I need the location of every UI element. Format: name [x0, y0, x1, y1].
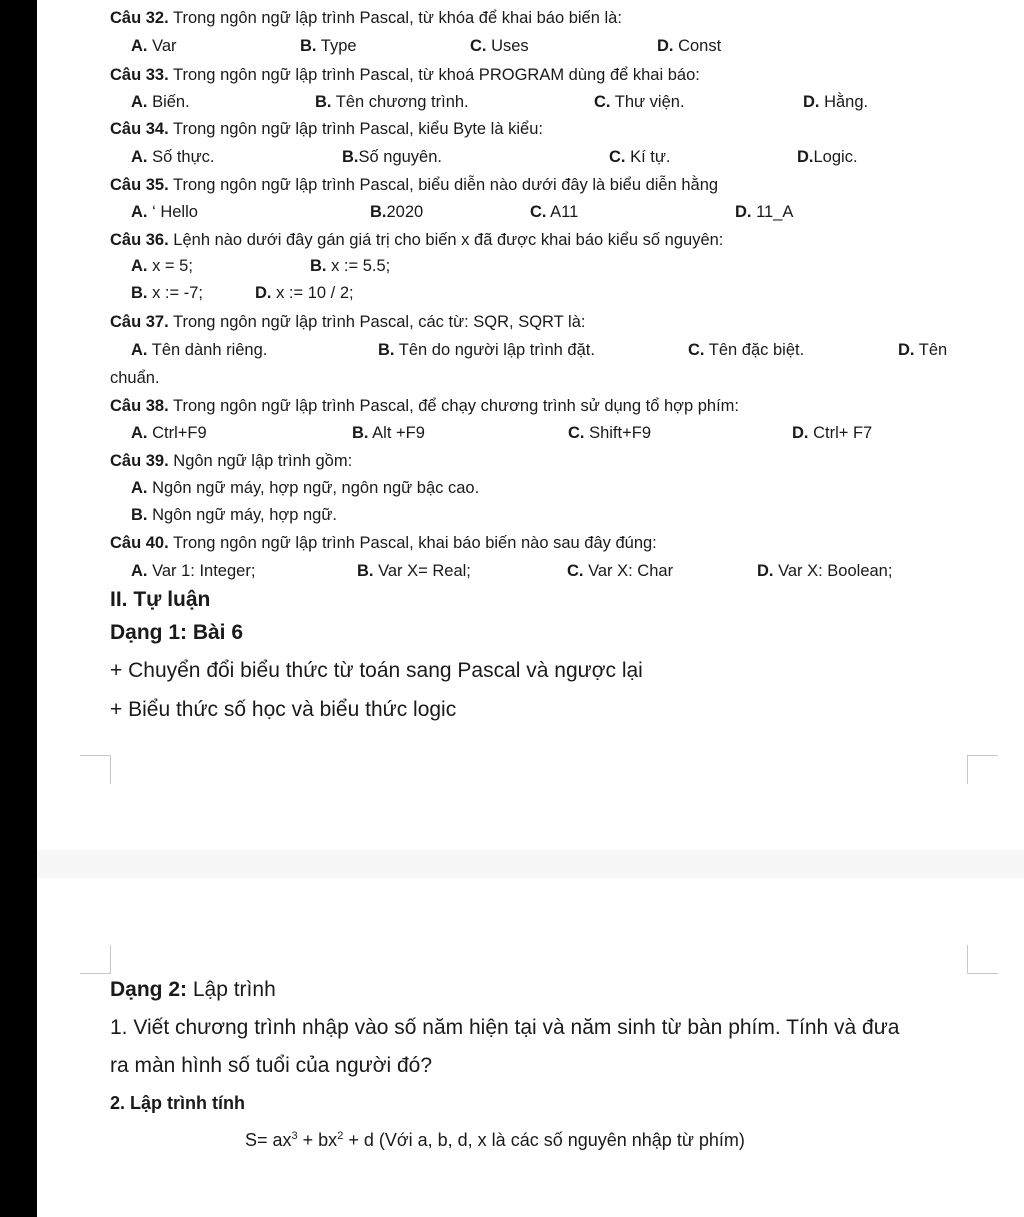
option-text: A11 — [546, 203, 579, 221]
answer-option — [594, 92, 685, 112]
option-key: B. — [131, 506, 148, 524]
option-text: Số thực. — [147, 148, 215, 166]
answer-option — [310, 256, 390, 276]
option-text: 11_A — [751, 203, 794, 221]
question-number: Câu 38. — [110, 397, 169, 415]
task2-heading: 2. Lập trình tính — [110, 1093, 245, 1113]
dang2-text: Lập trình — [187, 978, 276, 1001]
answer-option — [131, 478, 479, 498]
question-number: Câu 32. — [110, 9, 169, 27]
answer-option — [898, 340, 947, 360]
option-key: A. — [131, 37, 148, 55]
option-key: B. — [315, 93, 332, 111]
answer-option — [342, 147, 442, 167]
answer-option — [255, 283, 354, 303]
question-stem — [110, 533, 657, 553]
answer-option — [300, 36, 357, 56]
answer-option — [131, 505, 337, 525]
question-text: Trong ngôn ngữ lập trình Pascal, kiểu Byte là kiểu: — [168, 120, 543, 138]
option-key: A. — [131, 479, 148, 497]
option-key: B. — [370, 203, 387, 221]
option-key: A. — [131, 93, 148, 111]
option-text: Uses — [486, 37, 529, 55]
question-number: Câu 33. — [110, 66, 169, 84]
option-text: x = 5; — [147, 257, 193, 275]
bullet-1: + Chuyển đổi biểu thức từ toán sang Pascal và ngược lại — [110, 659, 643, 682]
answer-option — [131, 92, 190, 112]
corner-mark — [967, 945, 998, 974]
question-stem — [110, 230, 723, 250]
option-key: B. — [300, 37, 317, 55]
task1-line2: ra màn hình số tuổi của người đó? — [110, 1054, 433, 1077]
answer-option — [131, 283, 203, 303]
option-key: A. — [131, 562, 148, 580]
option-key: B. — [378, 341, 395, 359]
question-stem — [110, 65, 700, 85]
dang1-heading: Dạng 1: Bài 6 — [110, 621, 244, 644]
task1-line1: 1. Viết chương trình nhập vào số năm hiện tại và năm sinh từ bàn phím. Tính và đưa — [110, 1016, 900, 1039]
formula-part: S= ax — [245, 1130, 292, 1150]
answer-option — [131, 256, 193, 276]
option-key: D. — [735, 203, 752, 221]
option-text: Tên — [914, 341, 948, 359]
corner-mark — [967, 755, 998, 784]
option-text: x := 5.5; — [326, 257, 391, 275]
option-text: Tên đặc biệt. — [704, 341, 805, 359]
answer-option — [378, 340, 595, 360]
option-key: D. — [657, 37, 674, 55]
option-text: Var 1: Integer; — [147, 562, 256, 580]
option-key: A. — [131, 257, 148, 275]
answer-option — [568, 423, 651, 443]
answer-option — [131, 340, 267, 360]
option-text: Thư viện. — [610, 93, 685, 111]
option-text: Biến. — [147, 93, 190, 111]
option-key: C. — [470, 37, 487, 55]
option-text: Var X= Real; — [373, 562, 471, 580]
option-key: C. — [688, 341, 705, 359]
question-stem — [110, 451, 352, 471]
option-key: D. — [757, 562, 774, 580]
option-text: Số nguyên. — [358, 148, 442, 166]
question-text: Lệnh nào dưới đây gán giá trị cho biến x đã được khai báo kiểu số nguyên: — [168, 231, 724, 249]
option-wrap-text: chuẩn. — [110, 369, 160, 387]
answer-option — [131, 202, 198, 222]
option-text: Var X: Boolean; — [773, 562, 893, 580]
option-text: Alt +F9 — [368, 424, 425, 442]
answer-option — [567, 561, 673, 581]
option-text: Type — [316, 37, 357, 55]
option-text: Tên do người lập trình đặt. — [394, 341, 595, 359]
answer-option — [370, 202, 423, 222]
question-text: Trong ngôn ngữ lập trình Pascal, từ khoá PROGRAM dùng để khai báo: — [168, 66, 700, 84]
option-key: D. — [898, 341, 915, 359]
dang2-label: Dạng 2: — [110, 978, 188, 1001]
option-text: Var X: Char — [583, 562, 674, 580]
question-text: Trong ngôn ngữ lập trình Pascal, để chạy chương trình sử dụng tổ hợp phím: — [168, 397, 739, 415]
option-text: 2020 — [386, 203, 424, 221]
option-text: Logic. — [813, 148, 858, 166]
formula-part: + d (Với a, b, d, x là các số nguyên nhập từ phím) — [343, 1130, 745, 1150]
question-text: Trong ngôn ngữ lập trình Pascal, biểu diễn nào dưới đây là biểu diễn hằng — [168, 176, 719, 194]
option-text: Kí tự. — [625, 148, 671, 166]
option-text: Ctrl+F9 — [147, 424, 207, 442]
answer-option — [352, 423, 425, 443]
bullet-2: + Biểu thức số học và biểu thức logic — [110, 698, 457, 721]
question-stem — [110, 119, 543, 139]
formula — [245, 1125, 745, 1151]
section-title: II. Tự luận — [110, 588, 211, 611]
option-key: C. — [609, 148, 626, 166]
answer-option — [357, 561, 471, 581]
answer-option — [657, 36, 721, 56]
option-key: A. — [131, 148, 148, 166]
answer-option — [792, 423, 872, 443]
option-key: D. — [255, 284, 272, 302]
option-key: C. — [594, 93, 611, 111]
option-text: ‘ Hello — [147, 203, 198, 221]
answer-option — [688, 340, 804, 360]
corner-mark — [80, 755, 111, 784]
question-number: Câu 35. — [110, 176, 169, 194]
option-key: A. — [131, 341, 148, 359]
option-key: D. — [797, 148, 814, 166]
answer-option — [803, 92, 868, 112]
option-text: Var — [147, 37, 177, 55]
option-text: Ngôn ngữ máy, hợp ngữ, ngôn ngữ bậc cao. — [147, 479, 480, 497]
formula-part: + bx — [297, 1130, 338, 1150]
option-key: B. — [131, 284, 148, 302]
corner-mark — [80, 945, 111, 974]
option-text: x := 10 / 2; — [271, 284, 354, 302]
answer-option — [530, 202, 578, 222]
question-number: Câu 34. — [110, 120, 169, 138]
option-key: D. — [792, 424, 809, 442]
option-key: A. — [131, 203, 148, 221]
question-text: Trong ngôn ngữ lập trình Pascal, khai báo biến nào sau đây đúng: — [168, 534, 657, 552]
option-key: C. — [568, 424, 585, 442]
page-break-band — [37, 850, 1024, 878]
question-stem — [110, 8, 622, 28]
option-text: x := -7; — [147, 284, 203, 302]
option-text: Ngôn ngữ máy, hợp ngữ. — [147, 506, 337, 524]
option-key: C. — [530, 203, 547, 221]
question-text: Trong ngôn ngữ lập trình Pascal, từ khóa để khai báo biến là: — [168, 9, 622, 27]
question-number: Câu 37. — [110, 313, 169, 331]
question-number: Câu 36. — [110, 231, 169, 249]
option-text: Tên dành riêng. — [147, 341, 268, 359]
answer-option — [131, 561, 255, 581]
option-key: B. — [342, 148, 359, 166]
dang2-heading — [110, 977, 276, 1003]
answer-option — [735, 202, 793, 222]
answer-option — [609, 147, 670, 167]
option-text: Tên chương trình. — [331, 93, 469, 111]
option-key: B. — [352, 424, 369, 442]
answer-option — [131, 147, 215, 167]
option-text: Hằng. — [819, 93, 869, 111]
option-text: Shift+F9 — [584, 424, 651, 442]
question-stem — [110, 175, 718, 195]
question-stem — [110, 396, 739, 416]
option-key: C. — [567, 562, 584, 580]
option-key: A. — [131, 424, 148, 442]
question-text: Trong ngôn ngữ lập trình Pascal, các từ: SQR, SQRT là: — [168, 313, 586, 331]
answer-option — [131, 36, 177, 56]
answer-option — [797, 147, 858, 167]
option-key: B. — [357, 562, 374, 580]
option-text: Const — [673, 37, 722, 55]
answer-option — [131, 423, 207, 443]
answer-option — [757, 561, 892, 581]
question-stem — [110, 312, 585, 332]
left-black-margin — [0, 0, 37, 1217]
formula-exponent: 3 — [291, 1130, 298, 1142]
option-text: Ctrl+ F7 — [808, 424, 873, 442]
answer-option — [315, 92, 469, 112]
option-key: D. — [803, 93, 820, 111]
question-number: Câu 39. — [110, 452, 169, 470]
question-text: Ngôn ngữ lập trình gồm: — [168, 452, 353, 470]
question-number: Câu 40. — [110, 534, 169, 552]
formula-exponent: 2 — [337, 1130, 344, 1142]
option-key: B. — [310, 257, 327, 275]
answer-option — [470, 36, 529, 56]
